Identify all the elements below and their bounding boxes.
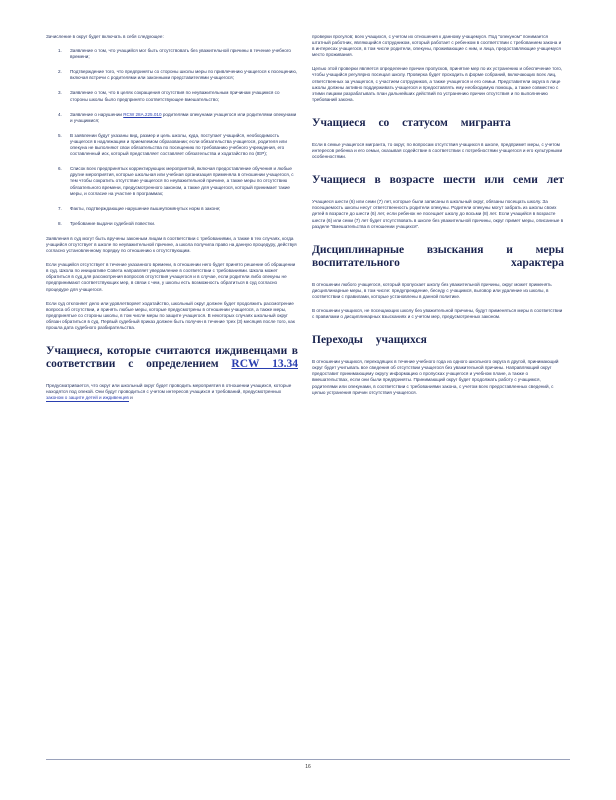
list-item: 4. Заявление о нарушении RCW 28A.225.010 родителями опекунами учащегося или родителями опекунами и учащимися;: [58, 111, 297, 123]
list-item: 6. Список всех предпринятых корректирующих мероприятий, включая предоставление обучения и любые другие мероприятия, которые школьная или учебная организация применяла в отношении учащегося, с тем чтобы сократить отсутствие учащегося по неуважительной причине, а также меры по отсутствию обязательного времени, предусмотренного законом, а также для учащегося, который принимает такие меры, и согласие на участие в программах;: [58, 166, 294, 196]
section-heading-dependents: Учащиеся, которые считаются иждивенцами в соответствии с определением RCW 13.34: [46, 345, 299, 371]
list-item: 1. Заявление о том, что учащийся мог быть отсутствовать без уважительной причины в течение учебного времени;: [58, 48, 291, 60]
requirements-list: [46, 48, 298, 227]
list-item: 7. Факты, подтверждающие нарушение вышеупомянутых норм в законе;: [58, 205, 221, 211]
paragraph: Целью этой проверки является определение причин пропусков, принятие мер по их устранению и обеспечение того, чтобы учащийся регулярно посещал школу. Проверка будет проходить в форме собраний, включающих всех лиц, ответственных за учащегося, с участием сотрудников, а также учащегося и его семьи. Представители округа в лице школы должны активно поддерживать учащегося и предоставлять ему необходимую помощь, а также совместно с этими лицами разрабатывать план дальнейших действий по устранению причин отсутствия и по выполнению требований закона.: [312, 66, 563, 102]
page-number: 16: [305, 764, 311, 770]
paragraph: В отношении учащихся, не посещающих школу без уважительной причины, будут применяться меры в соответствии с правилами о дисциплинарных взысканиях и с учетом мер, предусмотренных законом.: [312, 307, 563, 320]
section-heading-discipline: Дисциплинарные взыскания и меры воспитательного характера: [312, 243, 564, 269]
paragraph: В отношении любого учащегося, который пропускает школу без уважительной причины, округ может применять дисциплинарные меры, в том числе: предупреждение, беседу с учащимся, выговор или удаление из школы, в соответствии с правилами, которые установлены в данной политике.: [312, 281, 552, 299]
paragraph: Если в семье учащегося мигранта, то округ, по вопросам отсутствия учащихся в школе, предпримет меры, с учетом интересов ребенка и его семьи, оказывая содействие в соответствии с потребностями учащегося и его культурными особенностями.: [312, 141, 563, 160]
child-protection-law-link[interactable]: законом о защите детей и иждивенцев: [46, 395, 129, 402]
paragraph: В отношении учащихся, переходящих в течение учебного года из одного школьного округа в другой, принимающий округ будет учитывать все сведения об отсутствии учащегося без уважительной причины. Направляющий округ предоставит принимающему округу информацию о пропусках учащегося и учебном плане, а также о вмешательствах, если они были предприняты. Принимающий округ будет продолжать работу с учащимся, родителями или опекунами, в соответствии с требованиями закона, с учетом всех предоставленных сведений, с целью устранения причин отсутствия учащегося.: [312, 359, 559, 395]
section-heading-migrant: Учащиеся со статусом мигранта: [312, 116, 511, 129]
paragraph: Учащиеся шести (6) или семи (7) лет, которые были записаны в школьный округ, обязаны посещать школу. За посещаемость школы несут ответственность родители опекуны. Родители опекуны могут забрать из школы своих детей в возрасте до шести (6) лет, если ребенок не посещает школу до восьми (8) лет. Если учащийся в возрасте шести (6) или семи (7) лет будет отсутствовать в школе без уважительной причины, округ примет меры, описанные в разделе "Вмешательства в отношении учащихся".: [312, 199, 564, 229]
section-heading-age: Учащиеся в возрасте шести или семи лет: [312, 174, 564, 187]
rcw-28a-link[interactable]: RCW 28A.225.010: [123, 111, 162, 117]
paragraph: проверки прогулов; всех учащихся, с учетом их отношения к данному учащемуся. Под "опекуном" понимается штатный работник, являющийся сотрудником, который работает с ребенком в соответствии с требованием закона и в интересах учащегося, в том числе родители, опекуны, проживающие с ним, и лица, предоставляющие учащемуся место проживания.: [312, 34, 562, 58]
paragraph: Если суд отклоняет дело или удовлетворяет ходатайство, школьный округ должен будет продолжить рассмотрение вопроса об отсутствии, и принять любые меры, которые предусмотрены в отношении учащегося, а также меры, предпринятые со стороны школы, в том числе меры по защите учащегося. В некоторых случаях школьный округ обязан обратиться в суд. Первый судебный приказ должен быть получен в течение трех (3) месяцев после того, как прошла дата судебного разбирательства.: [46, 300, 295, 330]
section-heading-transfers: Переходы учащихся: [312, 334, 427, 347]
list-item: 2. Подтверждение того, что предприняты со стороны школы меры по привлечению учащегося к посещению, включая встречи с родителями или законными представителями учащегося;: [58, 69, 298, 81]
intro-text: Зачисление в округ будет включать в себя следующее:: [46, 34, 164, 39]
footer-divider: [46, 759, 570, 760]
list-item: 5. В заявлении будут указаны вид, размер и цель школы, куда, поступает учащийся, необходимость учащегося в надлежащем и приемлемом образовании; если обязательства учащегося, родителя или опекуна не выполняют свои обязательства по посещению по требованию учебного учреждения, его составленный иск, который представляет составляет обязательства и ходатайство по (IEP);: [58, 132, 287, 157]
list-item: 3. Заявление о том, что в целях сокращения отсутствия по неуважительным причинам учащимся со стороны школы было предпринято соответствующее вмешательство;: [58, 90, 280, 102]
paragraph: Заявления в суд могут быть вручены законным лицам в соответствии с требованиями, а также в тех случаях, когда учащийся отсутствует в школе по неуважительной причине, а школа получила право на данную процедуру, действуя согласно установленному порядку по отношению к отсутствующим.: [46, 235, 297, 254]
right-column: [312, 34, 564, 404]
rcw-13-34-link[interactable]: RCW 13.34: [231, 358, 299, 371]
left-column: [46, 34, 298, 402]
paragraph: Если учащийся отсутствует в течение указанного времени, в отношении него будет принято решение об обращении в суд. Школа по инициативе Совета направляет уведомление в соответствии с требованиями. Школа может обратиться в суд для рассмотрения вопросов отсутствия учащегося и в случае, если родители либо опекуны не предпринимают соответствующих мер, в связи с чем, у школы есть возможность обратиться в суд согласно процедуре для учащегося.: [46, 262, 296, 292]
paragraph: Предусматривается, что округ или школьный округ будет проводить мероприятия в отношении учащихся, которые находятся под опекой. Они будут проводиться с учетом интересов учащихся и требований, предусмотренных законом о защите детей и иждивенцев и: [46, 383, 298, 402]
list-item: 8. Требование выдачи судебной повестки.: [58, 220, 156, 226]
